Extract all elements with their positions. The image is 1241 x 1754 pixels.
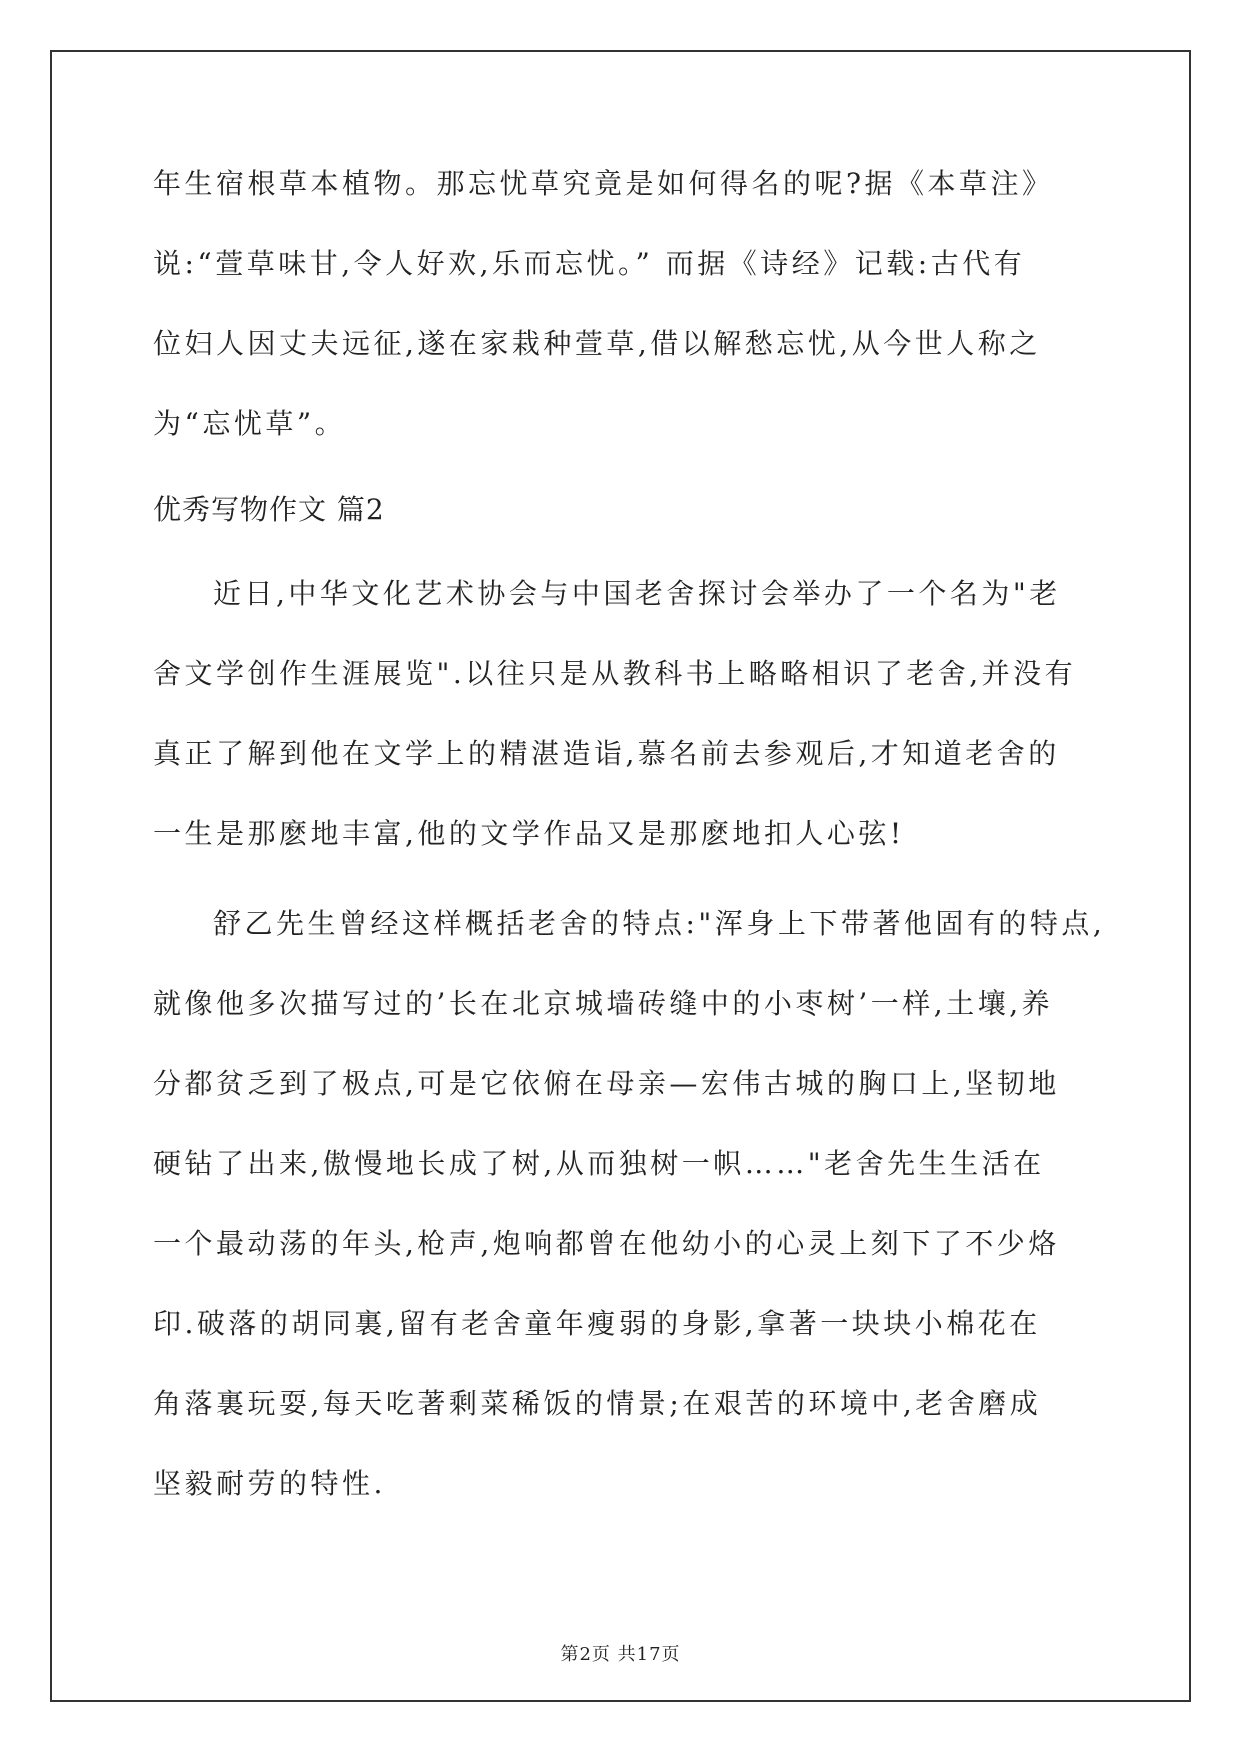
text-line: 真正了解到他在文学上的精湛造诣,慕名前去参观后,才知道老舍的 (153, 737, 1060, 770)
text-line: 坚毅耐劳的特性. (153, 1467, 386, 1500)
text-line: 舒乙先生曾经这样概括老舍的特点:"浑身上下带著他固有的特点, (213, 907, 1106, 940)
text-line: 印.破落的胡同裏,留有老舍童年瘦弱的身影,拿著一块块小棉花在 (153, 1307, 1041, 1340)
text-line: 说:“萱草味甘,令人好欢,乐而忘忧。” 而据《诗经》记载:古代有 (153, 247, 1026, 280)
text-line: 舍文学创作生涯展览".以往只是从教科书上略略相识了老舍,并没有 (153, 657, 1077, 690)
text-line: 为“忘忧草”。 (153, 407, 347, 440)
text-line: 角落裏玩耍,每天吃著剩菜稀饭的情景;在艰苦的环境中,老舍磨成 (153, 1387, 1042, 1420)
page-border (50, 50, 1191, 1702)
text-line: 就像他多次描写过的’长在北京城墙砖缝中的小枣树’一样,土壤,养 (153, 987, 1054, 1020)
text-line: 近日,中华文化艺术协会与中国老舍探讨会举办了一个名为"老 (213, 577, 1061, 610)
page-number-footer: 第2页 共17页 (560, 1644, 681, 1665)
text-line: 年生宿根草本植物。那忘忧草究竟是如何得名的呢?据《本草注》 (153, 167, 1054, 200)
text-line: 分都贫乏到了极点,可是它依俯在母亲—宏伟古城的胸口上,坚韧地 (153, 1067, 1060, 1100)
section-heading: 优秀写物作文 篇2 (153, 493, 385, 526)
text-line: 位妇人因丈夫远征,遂在家栽种萱草,借以解愁忘忧,从今世人称之 (153, 327, 1041, 360)
text-line: 一个最动荡的年头,枪声,炮响都曾在他幼小的心灵上刻下了不少烙 (153, 1227, 1060, 1260)
text-line: 一生是那麽地丰富,他的文学作品又是那麽地扣人心弦! (153, 817, 905, 850)
text-line: 硬钻了出来,傲慢地长成了树,从而独树一帜……"老舍先生生活在 (153, 1147, 1045, 1180)
